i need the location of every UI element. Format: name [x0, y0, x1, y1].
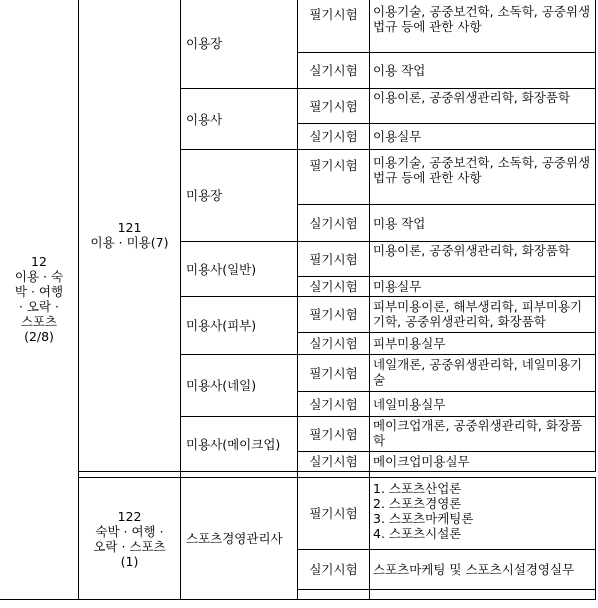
exam-type-cell: 실기시험	[298, 277, 370, 297]
empty-cell	[298, 590, 370, 600]
subcategory-cell	[79, 0, 181, 472]
category-line: 박 · 여행	[14, 284, 64, 299]
exam-type-cell: 필기시험	[298, 355, 370, 392]
exam-subject-cell: 미용실무	[370, 277, 596, 297]
category-line: (2/8)	[24, 329, 54, 344]
exam-type-cell: 실기시험	[298, 205, 370, 242]
exam-subject-cell: 피부미용이론, 해부생리학, 피부미용기기학, 공중위생관리학, 화장품학	[370, 297, 596, 333]
job-name-cell: 미용사(일반)	[181, 242, 298, 297]
job-name-cell: 미용사(메이크업)	[181, 417, 298, 472]
exam-type-cell: 실기시험	[298, 53, 370, 89]
exam-subject-cell: 메이크업개론, 공중위생관리학, 화장품학	[370, 417, 596, 452]
exam-type-cell: 실기시험	[298, 124, 370, 150]
exam-subject-cell: 스포츠마케팅 및 스포츠시설경영실무	[370, 550, 596, 590]
category-line: 12	[31, 254, 47, 269]
exam-subject-cell: 네일미용실무	[370, 392, 596, 417]
exam-subject-cell: 이용기술, 공중보건학, 소독학, 공중위생법규 등에 관한 사항	[370, 0, 596, 53]
subject-list	[373, 481, 592, 541]
job-name-cell: 미용사(네일)	[181, 355, 298, 417]
exam-subject-cell: 피부미용실무	[370, 333, 596, 355]
exam-type-cell: 필기시험	[298, 297, 370, 333]
exam-type-cell: 필기시험	[298, 417, 370, 452]
category-line: 이용 · 숙	[14, 269, 64, 284]
subcategory-line: 121	[117, 220, 142, 235]
empty-cell	[370, 590, 596, 600]
subcategory-line: 122	[117, 508, 142, 524]
job-name-cell: 이용장	[181, 0, 298, 89]
subcategory-line: 이용 · 미용(7)	[90, 235, 169, 250]
exam-subject-cell: 네일개론, 공중위생관리학, 네일미용기술	[370, 355, 596, 392]
exam-type-cell: 필기시험	[298, 242, 370, 277]
exam-type-cell: 실기시험	[298, 392, 370, 417]
category-cell	[0, 0, 79, 600]
exam-type-cell: 필기시험	[298, 0, 370, 53]
exam-subject-cell: 미용 작업	[370, 205, 596, 242]
subcategory-cell	[79, 478, 181, 600]
exam-subject-cell	[370, 478, 596, 550]
job-name-cell: 이용사	[181, 89, 298, 150]
subcategory-line: 오락 · 스포츠	[93, 538, 166, 554]
exam-type-cell: 실기시험	[298, 452, 370, 472]
list-item: 1. 스포츠산업론	[373, 481, 462, 496]
category-line: 스포츠	[20, 314, 58, 329]
exam-type-cell: 필기시험	[298, 89, 370, 124]
exam-type-cell: 필기시험	[298, 478, 370, 550]
exam-subject-cell: 미용기술, 공중보건학, 소독학, 공중위생법규 등에 관한 사항	[370, 150, 596, 205]
subcategory-line: 숙박 · 여행 ·	[95, 523, 164, 539]
job-name-cell: 미용장	[181, 150, 298, 242]
exam-type-cell: 실기시험	[298, 333, 370, 355]
exam-type-cell: 실기시험	[298, 550, 370, 590]
job-name-cell: 미용사(피부)	[181, 297, 298, 355]
exam-subject-cell: 미용이론, 공중위생관리학, 화장품학	[370, 242, 596, 277]
subcategory-line: (1)	[120, 553, 139, 569]
table-row	[0, 0, 596, 53]
exam-subject-cell: 이용이론, 공중위생관리학, 화장품학	[370, 89, 596, 124]
exam-subject-cell: 이용 작업	[370, 53, 596, 89]
list-item: 3. 스포츠마케팅론	[373, 511, 474, 526]
exam-type-cell: 필기시험	[298, 150, 370, 205]
list-item: 4. 스포츠시설론	[373, 526, 462, 541]
job-name-cell: 스포츠경영관리사	[181, 478, 298, 600]
exam-subject-cell: 메이크업미용실무	[370, 452, 596, 472]
table-row	[0, 478, 596, 550]
list-item: 2. 스포츠경영론	[373, 496, 462, 511]
exam-subject-cell: 이용실무	[370, 124, 596, 150]
category-line: · 오락 ·	[18, 299, 60, 314]
